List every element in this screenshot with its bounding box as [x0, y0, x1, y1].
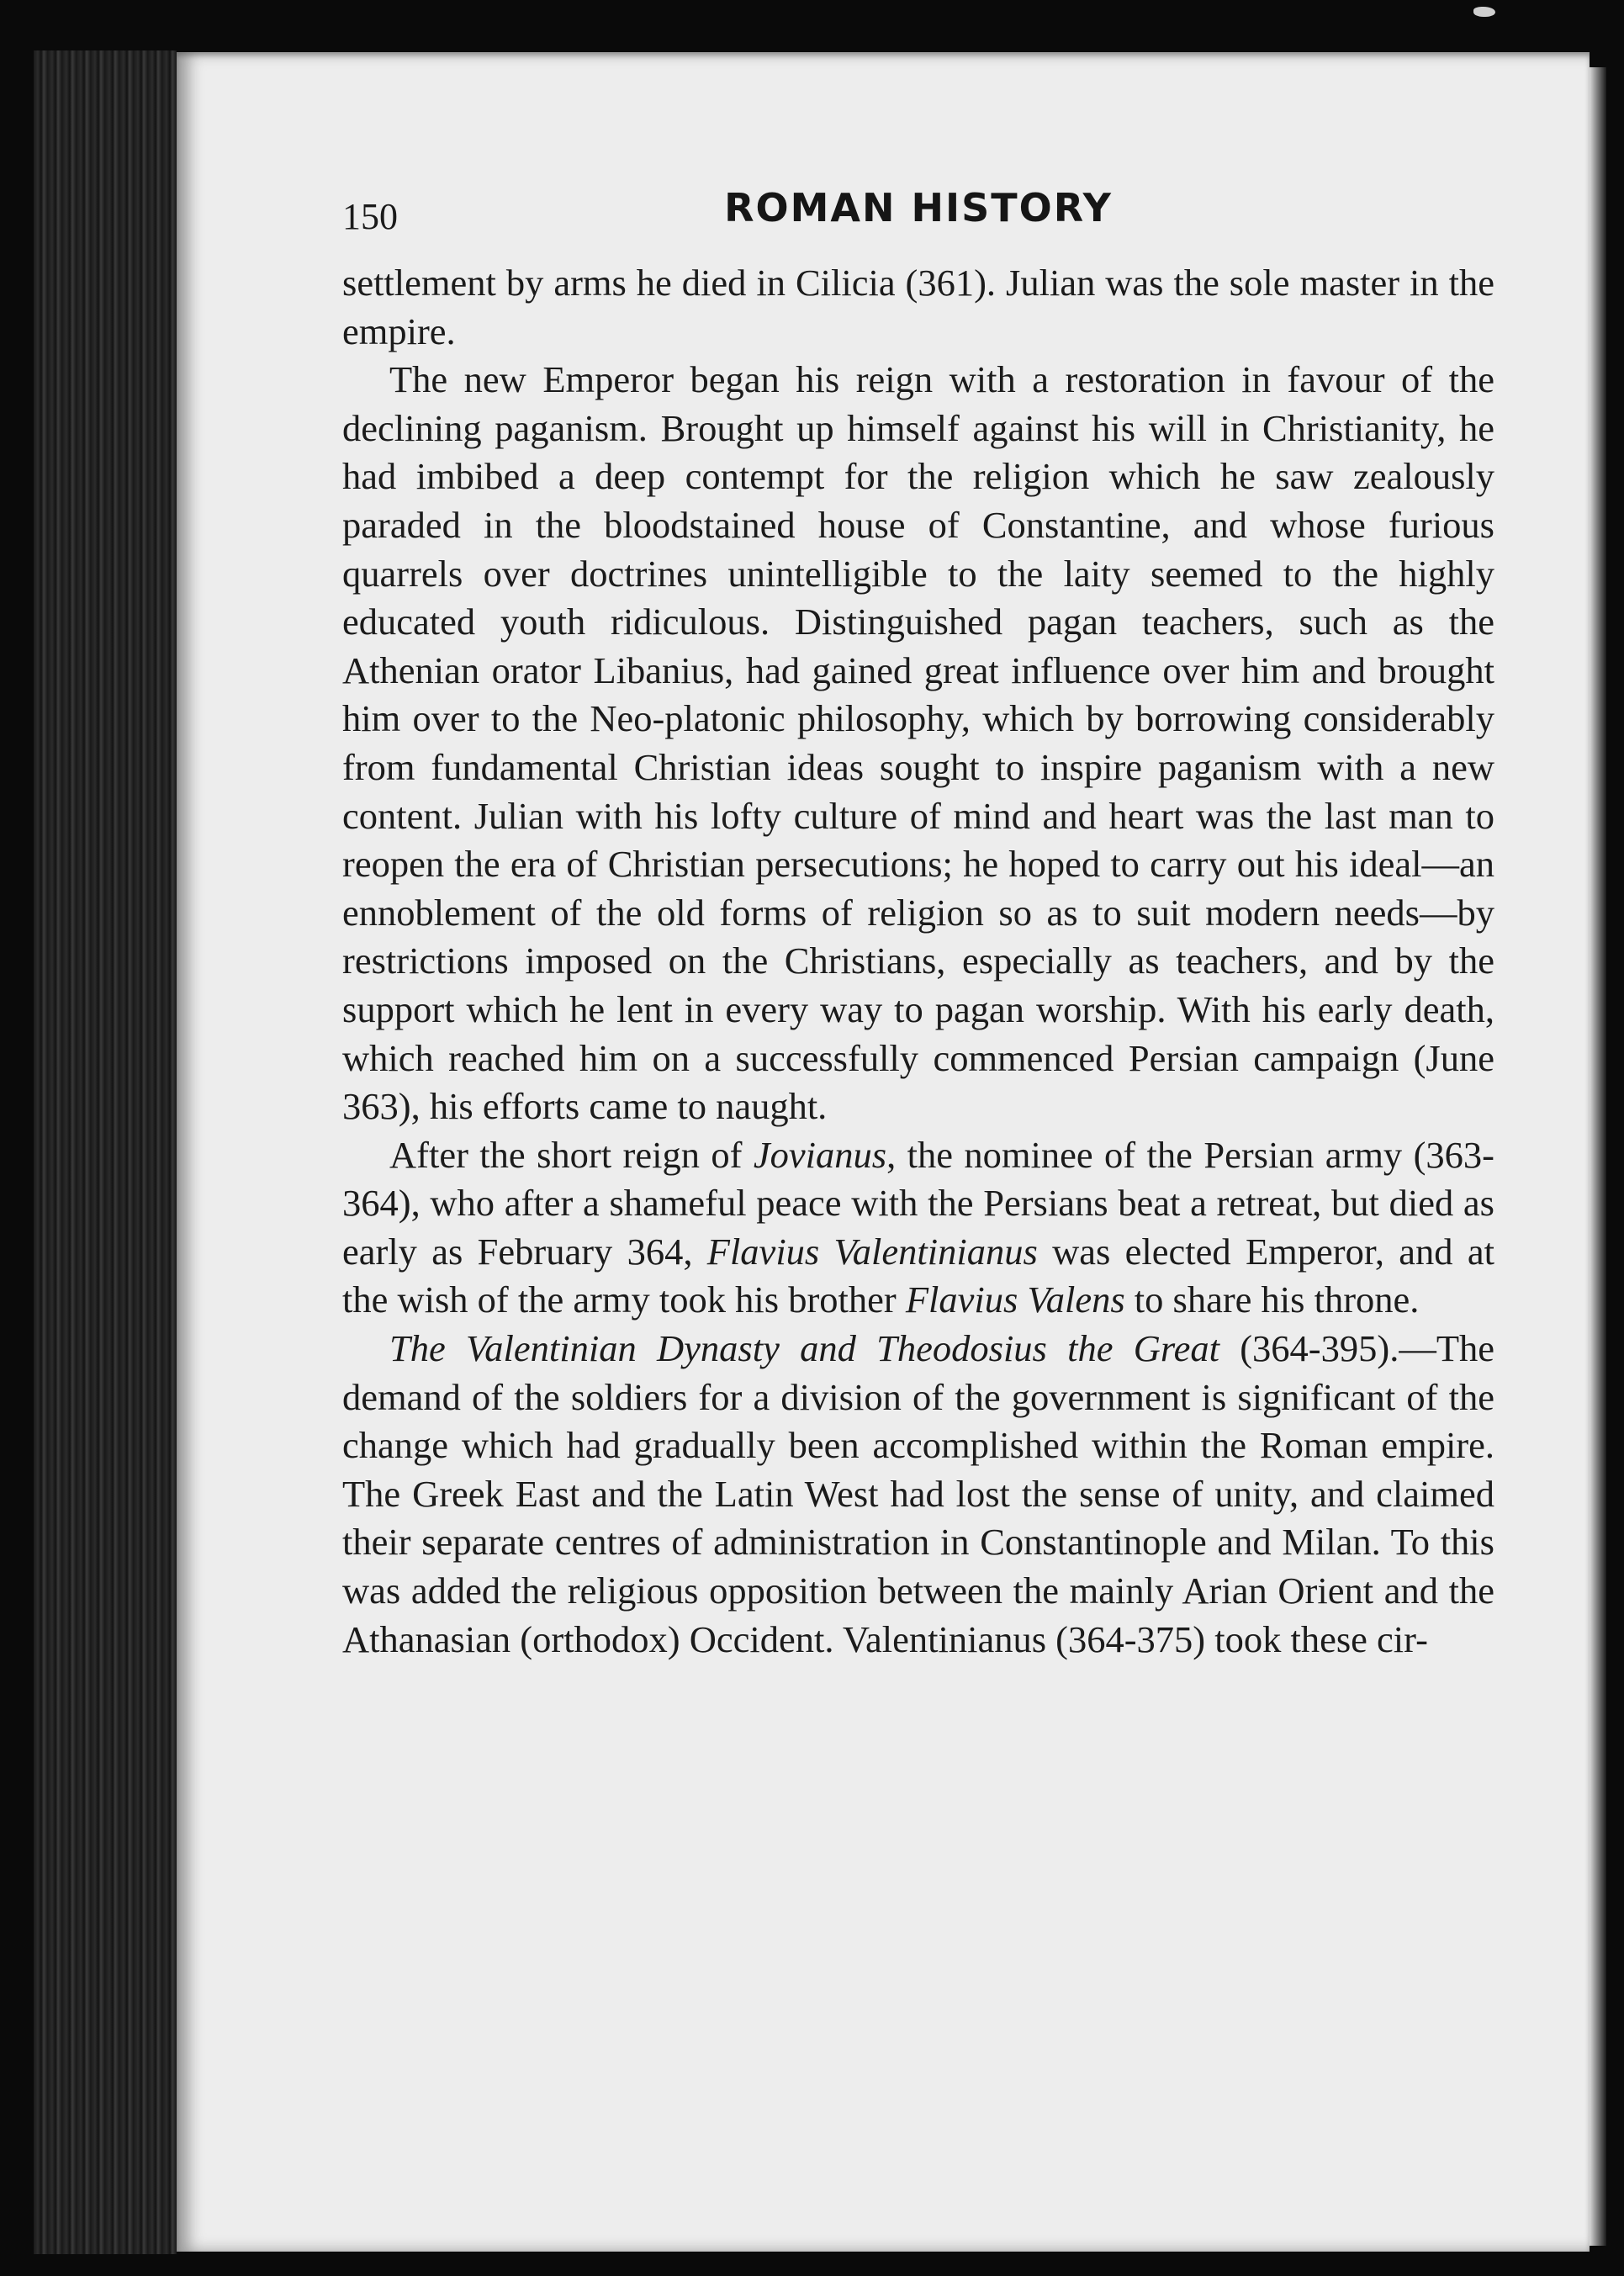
body-text	[342, 259, 1494, 1664]
paragraph-1	[342, 259, 1494, 356]
name-jovianus: Jovianus	[753, 1133, 887, 1176]
book-binding	[34, 50, 177, 2254]
paragraph-3-text-4: to share his throne.	[1124, 1278, 1420, 1321]
paragraph-4	[342, 1325, 1494, 1664]
page-header	[342, 185, 1494, 244]
name-valens: Flavius Valens	[905, 1278, 1125, 1321]
page-edge	[1590, 67, 1606, 2246]
paragraph-4-text: (364-395).—The demand of the soldiers for a division of the government is significant of the change which had gradually been accomplished within the Roman empire. The Greek East and the Latin West had lost the sense of unity, and claimed their separate centres of administration in Constantinople and Milan. To this was added the religious opposition between the mainly Arian Orient and the Athanasian (orthodox) Occident. Valentinianus (364-375) took these cir-	[342, 1327, 1495, 1660]
scan-artifact	[1473, 7, 1495, 17]
section-heading-valentinian-dynasty: The Valentinian Dynasty and Theodosius the Great	[389, 1327, 1219, 1370]
paragraph-3	[342, 1131, 1494, 1325]
page-number: 150	[342, 196, 398, 237]
paragraph-1-text: settlement by arms he died in Cilicia (361). Julian was the sole master in the empire.	[342, 262, 1494, 352]
name-valentinianus: Flavius Valentinianus	[706, 1230, 1038, 1273]
paragraph-2-text: The new Emperor began his reign with a restoration in favour of the declining paganism. Brought up himself against his will in Christianity, he had imbibed a deep contempt for the religion which he saw zealously paraded in the bloodstained house of Constantine, and whose furious quarrels over doctrines unintelligible to the laity seemed to the highly educated youth ridiculous. Distinguished pagan teachers, such as the Athenian orator Libanius, had gained great influence over him and brought him over to the Neo-platonic philosophy, which by borrowing considerably from fundamental Christian ideas sought to inspire paganism with a new content. Julian with his lofty culture of mind and heart was the last man to reopen the era of Christian persecutions; he hoped to carry out his ideal—an ennoblement of the old forms of religion so as to suit modern needs—by restrictions imposed on the Christians, especially as teachers, and by the support which he lent in every way to pagan worship. With his early death, which reached him on a successfully commenced Persian campaign (June 363), his efforts came to naught.	[342, 358, 1494, 1128]
paragraph-3-text-1: After the short reign of	[389, 1133, 754, 1176]
paragraph-2	[342, 356, 1494, 1131]
paragraph-3-text-3: was elected Emperor, and at the wish of the army took his brother	[342, 1230, 1494, 1321]
paragraph-3-text-2: , the nominee of the Persian army (363-364), who after a shameful peace with the Persians beat a retreat, but died as early as February 364,	[342, 1133, 1494, 1273]
running-head: ROMAN HISTORY	[724, 185, 1113, 230]
